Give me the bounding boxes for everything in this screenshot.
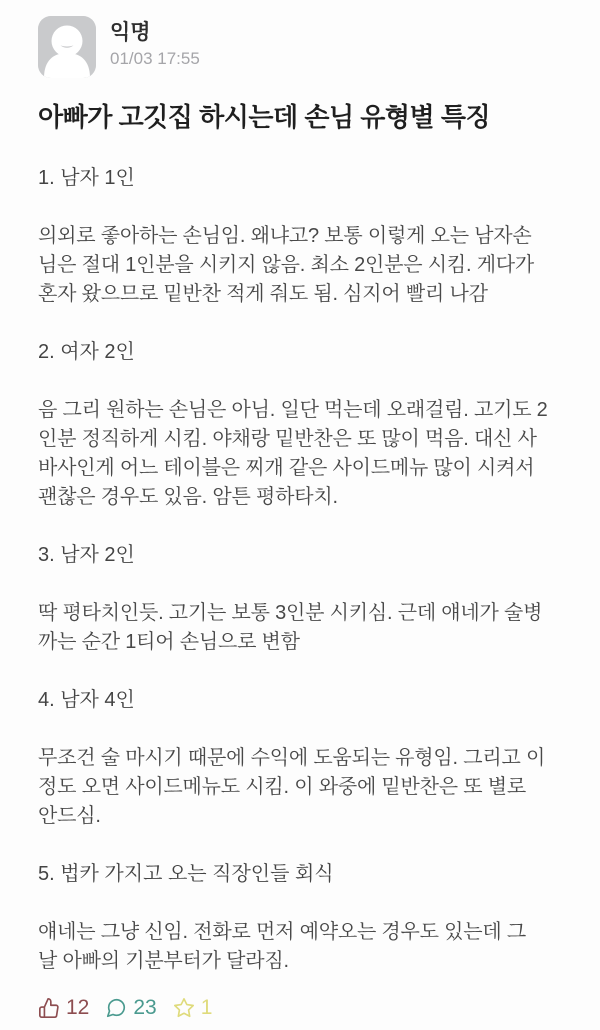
avatar [38,16,96,78]
section-body: 딱 평타치인듯. 고기는 보통 3인분 시키심. 근데 얘네가 술병 까는 순간 1티어 손님으로 변함 [38,602,543,654]
star-icon [173,997,195,1019]
anonymous-person-icon [38,16,96,78]
thumbs-up-icon [38,997,60,1019]
comment-count: 23 [133,996,157,1019]
post-header [38,16,550,78]
post-section [38,860,550,976]
star-button[interactable] [173,996,213,1020]
post-section [38,541,550,657]
post-section [38,338,550,512]
section-heading: 4. 남자 4인 [38,689,135,712]
section-heading: 1. 남자 1인 [38,167,135,190]
post-section [38,164,550,309]
section-body: 음 그리 원하는 손님은 아님. 일단 먹는데 오래걸림. 고기도 2인분 정직하게 시킴. 야채랑 밑반찬은 또 많이 먹음. 대신 사바사인게 어느 테이블은 찌개 같은 사이드메뉴 많이 시켜서 괜찮은 경우도 있음. 암튼 평하타치. [38,399,548,509]
like-button[interactable] [38,996,89,1020]
comment-button[interactable] [105,996,156,1020]
section-body: 무조건 술 마시기 때문에 수익에 도움되는 유형임. 그리고 이 정도 오면 사이드메뉴도 시킴. 이 와중에 밑반찬은 또 별로 안드심. [38,747,546,828]
author-meta [110,16,200,72]
post-timestamp: 01/03 17:55 [110,49,200,69]
star-count: 1 [200,996,213,1019]
section-body: 얘네는 그냥 신임. 전화로 먼저 예약오는 경우도 있는데 그 날 아빠의 기분부터가 달라짐. [38,921,526,973]
section-heading: 2. 여자 2인 [38,341,135,364]
post-body [38,164,550,976]
post-footer [38,996,212,1020]
like-count: 12 [66,996,90,1019]
section-body: 의외로 좋아하는 손님임. 왜냐고? 보통 이렇게 오는 남자손님은 절대 1인분을 시키지 않음. 최소 2인분은 시킴. 게다가 혼자 왔으므로 밑반찬 적게 줘도 됨. 심지어 빨리 나감 [38,225,535,306]
post-title: 아빠가 고깃집 하시는데 손님 유형별 특징 [38,102,491,132]
comment-bubble-icon [105,997,127,1019]
post-section [38,686,550,831]
section-heading: 3. 남자 2인 [38,544,135,567]
author-name: 익명 [110,21,151,44]
section-heading: 5. 법카 가지고 오는 직장인들 회식 [38,863,334,886]
